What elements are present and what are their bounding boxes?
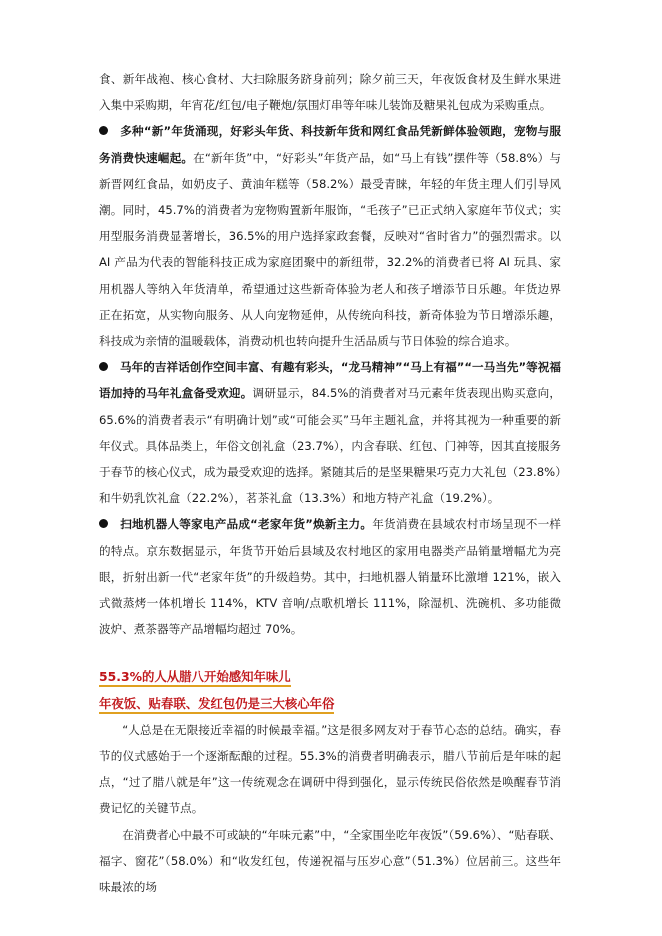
bullet-text: 年货消费在县域农村市场呈现不一样的特点。京东数据显示，年货节开始后县域及农村地区的家用电器类产品销量增幅尤为亮眼，折射出新一代“老家年货”的升级趋势。其中，扫地机器人销量环比激增 121%，嵌入式微蒸烤一体机增长 114%，KTV 音响/点歌机增长 111%，除湿机、洗碗机、多功能微波炉、煮茶器等产品增幅均超过 70%。 (99, 517, 561, 637)
body-paragraph: “人总是在无限接近幸福的时候最幸福。”这是很多网友对于春节心态的总结。确实，春节的仪式感始于一个逐渐酝酿的过程。55.3%的消费者明确表示，腊八节前后是年味的起点，“过了腊八就是年”这一传统观念在调研中得到强化，显示传统民俗依然是唤醒春节消费记忆的关键节点。 (99, 722, 561, 816)
bullet-bold-lead: 扫地机器人等家电产品成“老家年货”焕新主力。 (120, 517, 373, 532)
heading-text (99, 691, 334, 714)
heading-label: 55.3%的人从腊八开始感知年味儿 (99, 669, 291, 685)
heading-underline (99, 712, 334, 714)
bullet-item (99, 118, 561, 354)
bullet-item (99, 511, 561, 642)
bullet-text: 在“新年货”中，“好彩头”年货产品，如“马上有钱”摆件等（58.8%）与新晋网红食品，如奶皮子、黄油年糕等（58.2%）最受青睐，年轻的年货主理人们引导风潮。同时，45.7%的消费者为宠物购置新年服饰，“毛孩子”已正式纳入家庭年节仪式；实用型服务消费显著增长，36.5%的用户选择家政套餐，反映对“省时省力”的强烈需求。以 AI 产品为代表的智能科技正成为家庭团聚中的新纽带，32.2%的消费者已将 AI 玩具、家用机器人等纳入年货清单，希望通过这些新奇体验为老人和孩子增添节日乐趣。年货边界正在拓宽，从实物向服务、从人向宠物延伸，从传统向科技，新奇体验为节日增添乐趣，科技成为亲情的温暖载体，消费动机也转向提升生活品质与节日体验的综合追求。 (99, 150, 561, 349)
heading-underline (99, 685, 291, 687)
heading-text (99, 664, 291, 687)
section-heading-primary (99, 664, 561, 690)
section-spacer (99, 642, 561, 664)
document-body (99, 66, 561, 900)
intro-paragraph: 食、新年战袍、核心食材、大扫除服务跻身前列；除夕前三天，年夜饭食材及生鲜水果进入集中采购期，年宵花/红包/电子鞭炮/氛围灯串等年味儿装饰及糖果礼包成为采购重点。 (99, 72, 561, 113)
bullet-text: 调研显示，84.5%的消费者对马元素年货表现出购买意向，65.6%的消费者表示“有明确计划”或“可能会买”马年主题礼盒，并将其视为一种重要的新年仪式。具体品类上，年俗文创礼盒（23.7%），内含春联、红包、门神等，因其直接服务于春节的核心仪式，成为最受欢迎的选择。紧随其后的是坚果糖果巧克力大礼包（23.8%）和牛奶乳饮礼盒（22.2%），茗茶礼盒（13.3%）和地方特产礼盒（19.2%）。 (99, 386, 561, 506)
section-heading-secondary (99, 691, 561, 717)
bullet-dot-icon (99, 519, 108, 528)
bullet-dot-icon (99, 362, 108, 371)
bullet-bold-lead: 多种“新”年货涌现，好彩头年货、科技新年货和网红食品凭新鲜体验领跑，宠物与服务消费快速崛起。 (99, 124, 561, 165)
bullet-dot-icon (99, 126, 108, 135)
bullet-item (99, 354, 561, 511)
bullet-bold-lead: 马年的吉祥话创作空间丰富、有趣有彩头，“龙马精神”“马上有福”“一马当先”等祝福语加持的马年礼盒备受欢迎。 (99, 360, 561, 401)
body-paragraph: 在消费者心中最不可或缺的“年味元素”中，“全家围坐吃年夜饭”（59.6%）、“贴春联、福字、窗花”（58.0%）和“收发红包，传递祝福与压岁心意”（51.3%）位居前三。这些年味最浓的场 (99, 827, 561, 895)
heading-label: 年夜饭、贴春联、发红包仍是三大核心年俗 (99, 695, 335, 711)
